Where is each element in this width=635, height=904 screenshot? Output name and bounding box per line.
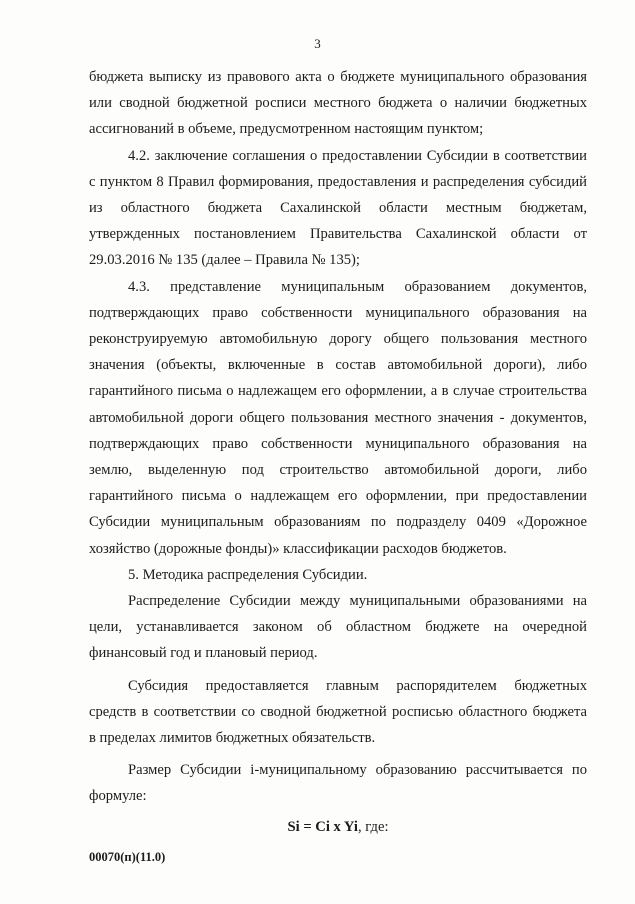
paragraph-line: или сводной бюджетной росписи местного бюджета о наличии бюджетных — [89, 95, 587, 112]
paragraph-line: финансовый год и плановый период. — [89, 645, 318, 662]
paragraph-4-3 — [89, 274, 587, 562]
paragraph-line: значения (объекты, включенные в состав автомобильной дороги), либо — [89, 357, 587, 374]
paragraph-line: реконструируемую автомобильную дорогу общего пользования местного — [89, 331, 587, 348]
paragraph-line: 5. Методика распределения Субсидии. — [128, 566, 368, 583]
paragraph-line: 4.2. заключение соглашения о предоставлении Субсидии в соответствии — [128, 147, 587, 164]
paragraph-provision — [89, 673, 587, 752]
paragraph-size — [89, 757, 587, 809]
paragraph-line: ассигнований в объеме, предусмотренном настоящим пунктом; — [89, 121, 484, 138]
paragraph-1 — [89, 64, 587, 143]
paragraph-line: 29.03.2016 № 135 (далее – Правила № 135); — [89, 252, 360, 269]
paragraph-line: Размер Субсидии i-муниципальному образованию рассчитывается по — [128, 762, 587, 779]
formula-suffix: , где: — [357, 818, 389, 835]
paragraph-line: подтверждающих право собственности муниципального образования на — [89, 435, 587, 452]
formula-expression: Si = Ci x Yi — [287, 818, 358, 835]
paragraph-line: средств в соответствии со сводной бюджетной росписью областного бюджета — [89, 703, 587, 720]
paragraph-line: автомобильной дороги общего пользования местного значения - документов, — [89, 409, 587, 426]
paragraph-line: утвержденных постановлением Правительства Сахалинской области от — [89, 226, 587, 243]
document-code: 00070(п)(11.0) — [89, 850, 166, 864]
page-number: 3 — [314, 36, 321, 51]
paragraph-line: 4.3. представление муниципальным образованием документов, — [128, 278, 587, 295]
paragraph-4-2 — [89, 143, 587, 274]
section-heading-5 — [89, 562, 587, 588]
paragraph-line: формуле: — [89, 788, 147, 805]
formula — [89, 814, 587, 840]
paragraph-line: Распределение Субсидии между муниципальными образованиями на — [128, 593, 587, 610]
paragraph-line: Субсидия предоставляется главным распорядителем бюджетных — [128, 677, 587, 694]
paragraph-line: из областного бюджета Сахалинской области местным бюджетам, — [89, 200, 587, 217]
paragraph-line: Субсидии муниципальным образованиям по подразделу 0409 «Дорожное — [89, 514, 587, 531]
paragraph-line: бюджета выписку из правового акта о бюджете муниципального образования — [89, 69, 587, 85]
paragraph-line: подтверждающих право собственности муниципального образования на — [89, 304, 587, 321]
document-body — [89, 64, 587, 840]
paragraph-line: гарантийного письма о надлежащем его оформлении, а в случае строительства — [89, 383, 587, 400]
paragraph-line: хозяйство (дорожные фонды)» классификации расходов бюджетов. — [89, 540, 507, 557]
paragraph-line: землю, выделенную под строительство автомобильной дороги, либо — [89, 462, 587, 479]
paragraph-line: в пределах лимитов бюджетных обязательств. — [89, 730, 376, 747]
paragraph-line: с пунктом 8 Правил формирования, предоставления и распределения субсидий — [89, 173, 587, 190]
paragraph-line: гарантийного письма о надлежащем его оформлении, при предоставлении — [89, 488, 587, 505]
paragraph-line: цели, устанавливается законом об областном бюджете на очередной — [89, 619, 587, 636]
paragraph-distribution — [89, 588, 587, 667]
